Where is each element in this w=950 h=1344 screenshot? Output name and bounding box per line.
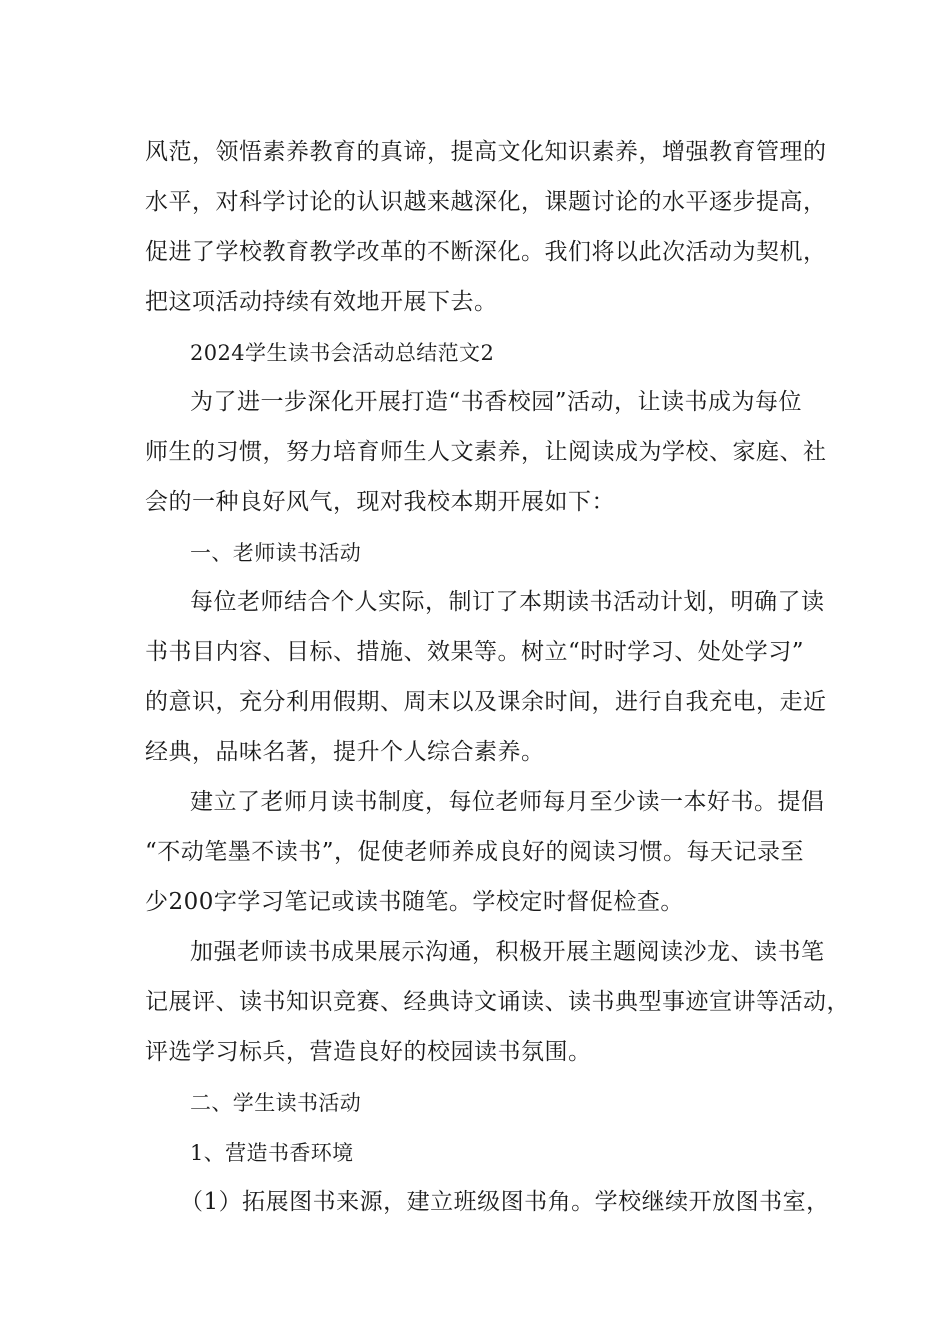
section-title: 2024学生读书会活动总结范文2 <box>190 341 495 365</box>
body-text-line: 会的一种良好风气，现对我校本期开展如下： <box>145 489 615 515</box>
body-text-line: 的意识，充分利用假期、周末以及课余时间，进行自我充电，走近 <box>145 689 827 715</box>
subheading: 二、学生读书活动 <box>190 1091 362 1115</box>
paragraph-first-line: 加强老师读书成果展示沟通，积极开展主题阅读沙龙、读书笔 <box>190 939 825 965</box>
body-text-line: 促进了学校教育教学改革的不断深化。我们将以此次活动为契机， <box>145 239 827 265</box>
list-item-line: （1）拓展图书来源，建立班级图书角。学校继续开放图书室， <box>180 1189 830 1215</box>
paragraph-first-line: 为了进一步深化开展打造“书香校园”活动，让读书成为每位 <box>190 389 803 415</box>
body-text-line: 评选学习标兵，营造良好的校园读书氛围。 <box>145 1039 592 1065</box>
body-text-line: 师生的习惯，努力培育师生人文素养，让阅读成为学校、家庭、社 <box>145 439 827 465</box>
body-text-line: 把这项活动持续有效地开展下去。 <box>145 289 498 315</box>
body-text-line: 风范，领悟素养教育的真谛，提高文化知识素养，增强教育管理的 <box>145 139 827 165</box>
subheading: 1、营造书香环境 <box>190 1141 354 1165</box>
body-text-line: 记展评、读书知识竞赛、经典诗文诵读、读书典型事迹宣讲等活动， <box>145 989 850 1015</box>
body-text-line: 水平，对科学讨论的认识越来越深化，课题讨论的水平逐步提高， <box>145 189 827 215</box>
body-text-line: 书书目内容、目标、措施、效果等。树立“时时学习、处处学习” <box>145 639 805 665</box>
body-text-line: 少200字学习笔记或读书随笔。学校定时督促检查。 <box>145 889 684 915</box>
body-text-line: “不动笔墨不读书”，促使老师养成良好的阅读习惯。每天记录至 <box>145 839 805 865</box>
subheading: 一、老师读书活动 <box>190 541 362 565</box>
body-text-line: 经典，品味名著，提升个人综合素养。 <box>145 739 545 765</box>
paragraph-first-line: 建立了老师月读书制度，每位老师每月至少读一本好书。提倡 <box>190 789 825 815</box>
paragraph-first-line: 每位老师结合个人实际，制订了本期读书活动计划，明确了读 <box>190 589 825 615</box>
